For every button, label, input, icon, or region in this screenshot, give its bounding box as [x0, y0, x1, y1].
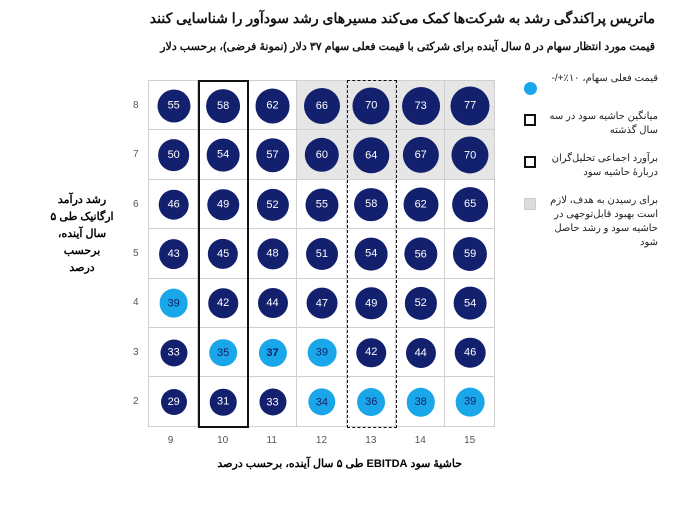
- chart-subtitle: قیمت مورد انتظار سهام در ۵ سال آینده برای شرکتی با قیمت فعلی سهام ۳۷ دلار (نمونهٔ فرضی)، برحسب دلار: [160, 41, 655, 53]
- light-blue-circle-icon: [524, 82, 537, 95]
- value-circle: 54: [454, 287, 487, 320]
- value-circle: 46: [158, 189, 189, 220]
- value-circle: 49: [207, 189, 238, 220]
- dashed-square-icon: [524, 156, 536, 168]
- value-circle: 42: [208, 289, 238, 319]
- value-circle: 55: [157, 89, 190, 122]
- value-circle: 58: [206, 89, 240, 123]
- value-circle: 60: [305, 138, 339, 172]
- value-circle: 42: [357, 338, 387, 368]
- value-circle: 64: [354, 137, 389, 172]
- value-circle: 35: [209, 339, 237, 367]
- value-circle: 62: [403, 187, 438, 222]
- value-circle: 34: [308, 388, 335, 415]
- y-tick-label: 3: [133, 346, 139, 358]
- value-circle: 39: [308, 338, 337, 367]
- value-circle: 55: [305, 188, 338, 221]
- value-circle: 77: [451, 86, 490, 125]
- legend-item-historical-margin: میانگین حاشیه سود در سه سال گذشته: [520, 110, 670, 146]
- value-circle: 33: [160, 339, 187, 366]
- x-tick-label: 13: [365, 434, 377, 446]
- value-circle: 65: [452, 187, 488, 223]
- value-circle: 31: [210, 389, 237, 416]
- value-circle: 73: [402, 87, 440, 125]
- y-tick-label: 7: [133, 149, 139, 161]
- value-circle: 67: [403, 137, 439, 173]
- value-circle: 48: [257, 238, 288, 269]
- x-tick-label: 15: [464, 434, 476, 446]
- value-circle: 57: [256, 138, 290, 172]
- x-axis-label: حاشیهٔ سود EBITDA طی ۵ سال آینده، برحسب درصد: [217, 458, 462, 470]
- value-circle: 38: [406, 388, 434, 416]
- x-tick-label: 11: [266, 434, 277, 446]
- value-circle: 33: [259, 389, 286, 416]
- value-circle: 45: [208, 239, 238, 269]
- value-circle: 39: [456, 388, 485, 417]
- value-circle: 36: [357, 388, 385, 416]
- value-circle: 54: [207, 139, 240, 172]
- x-tick-label: 12: [315, 434, 328, 446]
- value-circle: 58: [354, 188, 388, 222]
- value-circle: 43: [159, 239, 189, 269]
- matrix-grid: [133, 80, 495, 446]
- value-circle: 62: [255, 88, 290, 123]
- value-circle: 70: [353, 87, 390, 124]
- value-circle: 47: [306, 288, 337, 319]
- y-tick-label: 4: [133, 297, 139, 309]
- gray-square-icon: [524, 198, 536, 210]
- value-circle: 29: [161, 389, 187, 415]
- y-tick-label: 8: [133, 99, 139, 111]
- value-circle: 52: [256, 188, 288, 220]
- value-circle: 66: [304, 88, 340, 124]
- value-circle: 37: [258, 339, 286, 367]
- y-tick-label: 5: [133, 247, 139, 259]
- x-tick-label: 10: [217, 434, 229, 446]
- y-tick-label: 2: [133, 396, 139, 408]
- value-circle: 50: [158, 139, 190, 171]
- y-tick-label: 6: [133, 198, 139, 210]
- value-circle: 49: [356, 288, 387, 319]
- legend-item-current-price: قیمت فعلی سهام، ۱۰٪+/-: [520, 72, 670, 108]
- value-circle: 59: [453, 237, 487, 271]
- x-tick-label: 14: [414, 434, 426, 446]
- value-circle: 46: [455, 337, 486, 368]
- legend-item-consensus: برآورد اجماعی تحلیل‌گران دربارهٔ حاشیه سود: [520, 152, 670, 188]
- legend-item-gray: برای رسیدن به هدف، لازم است بهبود قابل‌توجهی در حاشیه سود و رشد حاصل شود: [520, 194, 670, 264]
- value-circle: 44: [257, 288, 287, 318]
- solid-square-icon: [524, 114, 536, 126]
- value-circle: 51: [306, 238, 338, 270]
- chart-title: ماتریس پراکندگی رشد به شرکت‌ها کمک می‌کند مسیرهای رشد سودآور را شناسایی کنند: [149, 10, 655, 26]
- value-circle: 39: [159, 289, 188, 318]
- x-tick-label: 9: [167, 434, 174, 446]
- value-circle: 54: [355, 238, 388, 271]
- value-circle: 70: [452, 137, 489, 174]
- value-circle: 56: [404, 237, 437, 270]
- value-circle: 44: [406, 338, 436, 368]
- y-axis-label: رشد درآمد ارگانیک طی ۵ سال آینده، برحسب درصد: [50, 194, 114, 274]
- value-circle: 52: [405, 287, 437, 319]
